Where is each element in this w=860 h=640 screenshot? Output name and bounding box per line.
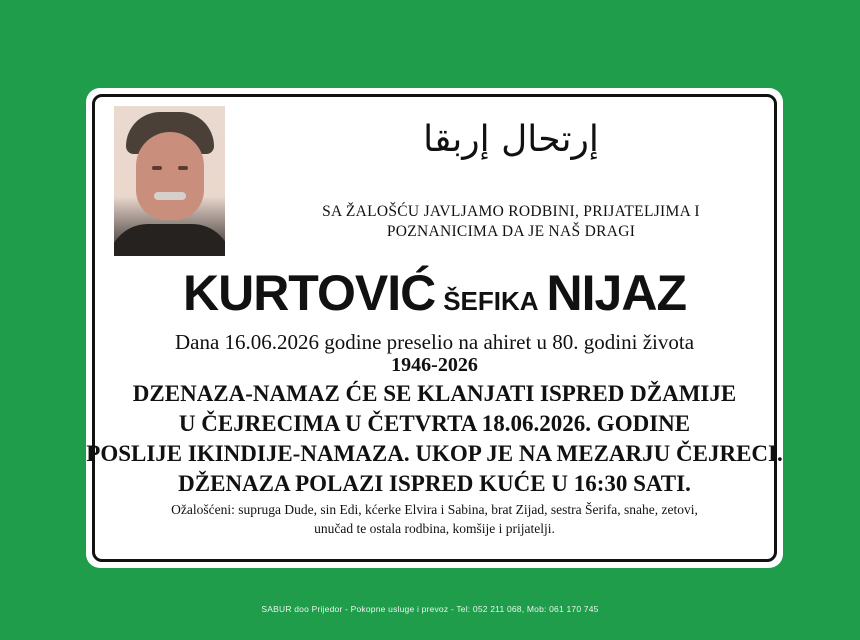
portrait-photo [114,106,225,256]
first-name: NIJAZ [546,265,687,321]
funeral-line-3: POSLIJE IKINDIJE-NAMAZA. UKOP JE NA MEZARJU ČEJRECI. [86,441,783,466]
arabic-calligraphy: إرتحال إربقا [423,119,599,160]
intro-line-1: SA ŽALOŠĆU JAVLJAMO RODBINI, PRIJATELJIMA I [322,203,700,220]
obituary-card [86,88,783,568]
deceased-name [86,264,783,322]
intro-line-2: POZNANICIMA DA JE NAŠ DRAGI [386,223,636,240]
father-name: ŠEFIKA [443,286,539,316]
surname: KURTOVIĆ [182,265,436,321]
intro-text [276,202,746,242]
funeral-line-2: U ČEJRECIMA U ČETVRTA 18.06.2026. GODINE [178,411,691,436]
footer-contact: SABUR doo Prijedor - Pokopne usluge i prevoz - Tel: 052 211 068, Mob: 061 170 745 [261,604,599,614]
funeral-line-1: DZENAZA-NAMAZ ĆE SE KLANJATI ISPRED DŽAMIJE [132,381,737,406]
death-date-line: Dana 16.06.2026 godine preselio na ahiret u 80. godini života [174,330,695,354]
mourners-line-1: Ožalošćeni: supruga Dude, sin Edi, kćerke Elvira i Sabina, brat Zijad, sestra Šerifa, snahe, zetovi, [171,502,698,517]
life-years: 1946-2026 [391,354,478,376]
funeral-line-4: DŽENAZA POLAZI ISPRED KUĆE U 16:30 SATI. [178,471,691,496]
mourners-line-2: unučad te ostala rodbina, komšije i prijatelji. [314,521,555,536]
